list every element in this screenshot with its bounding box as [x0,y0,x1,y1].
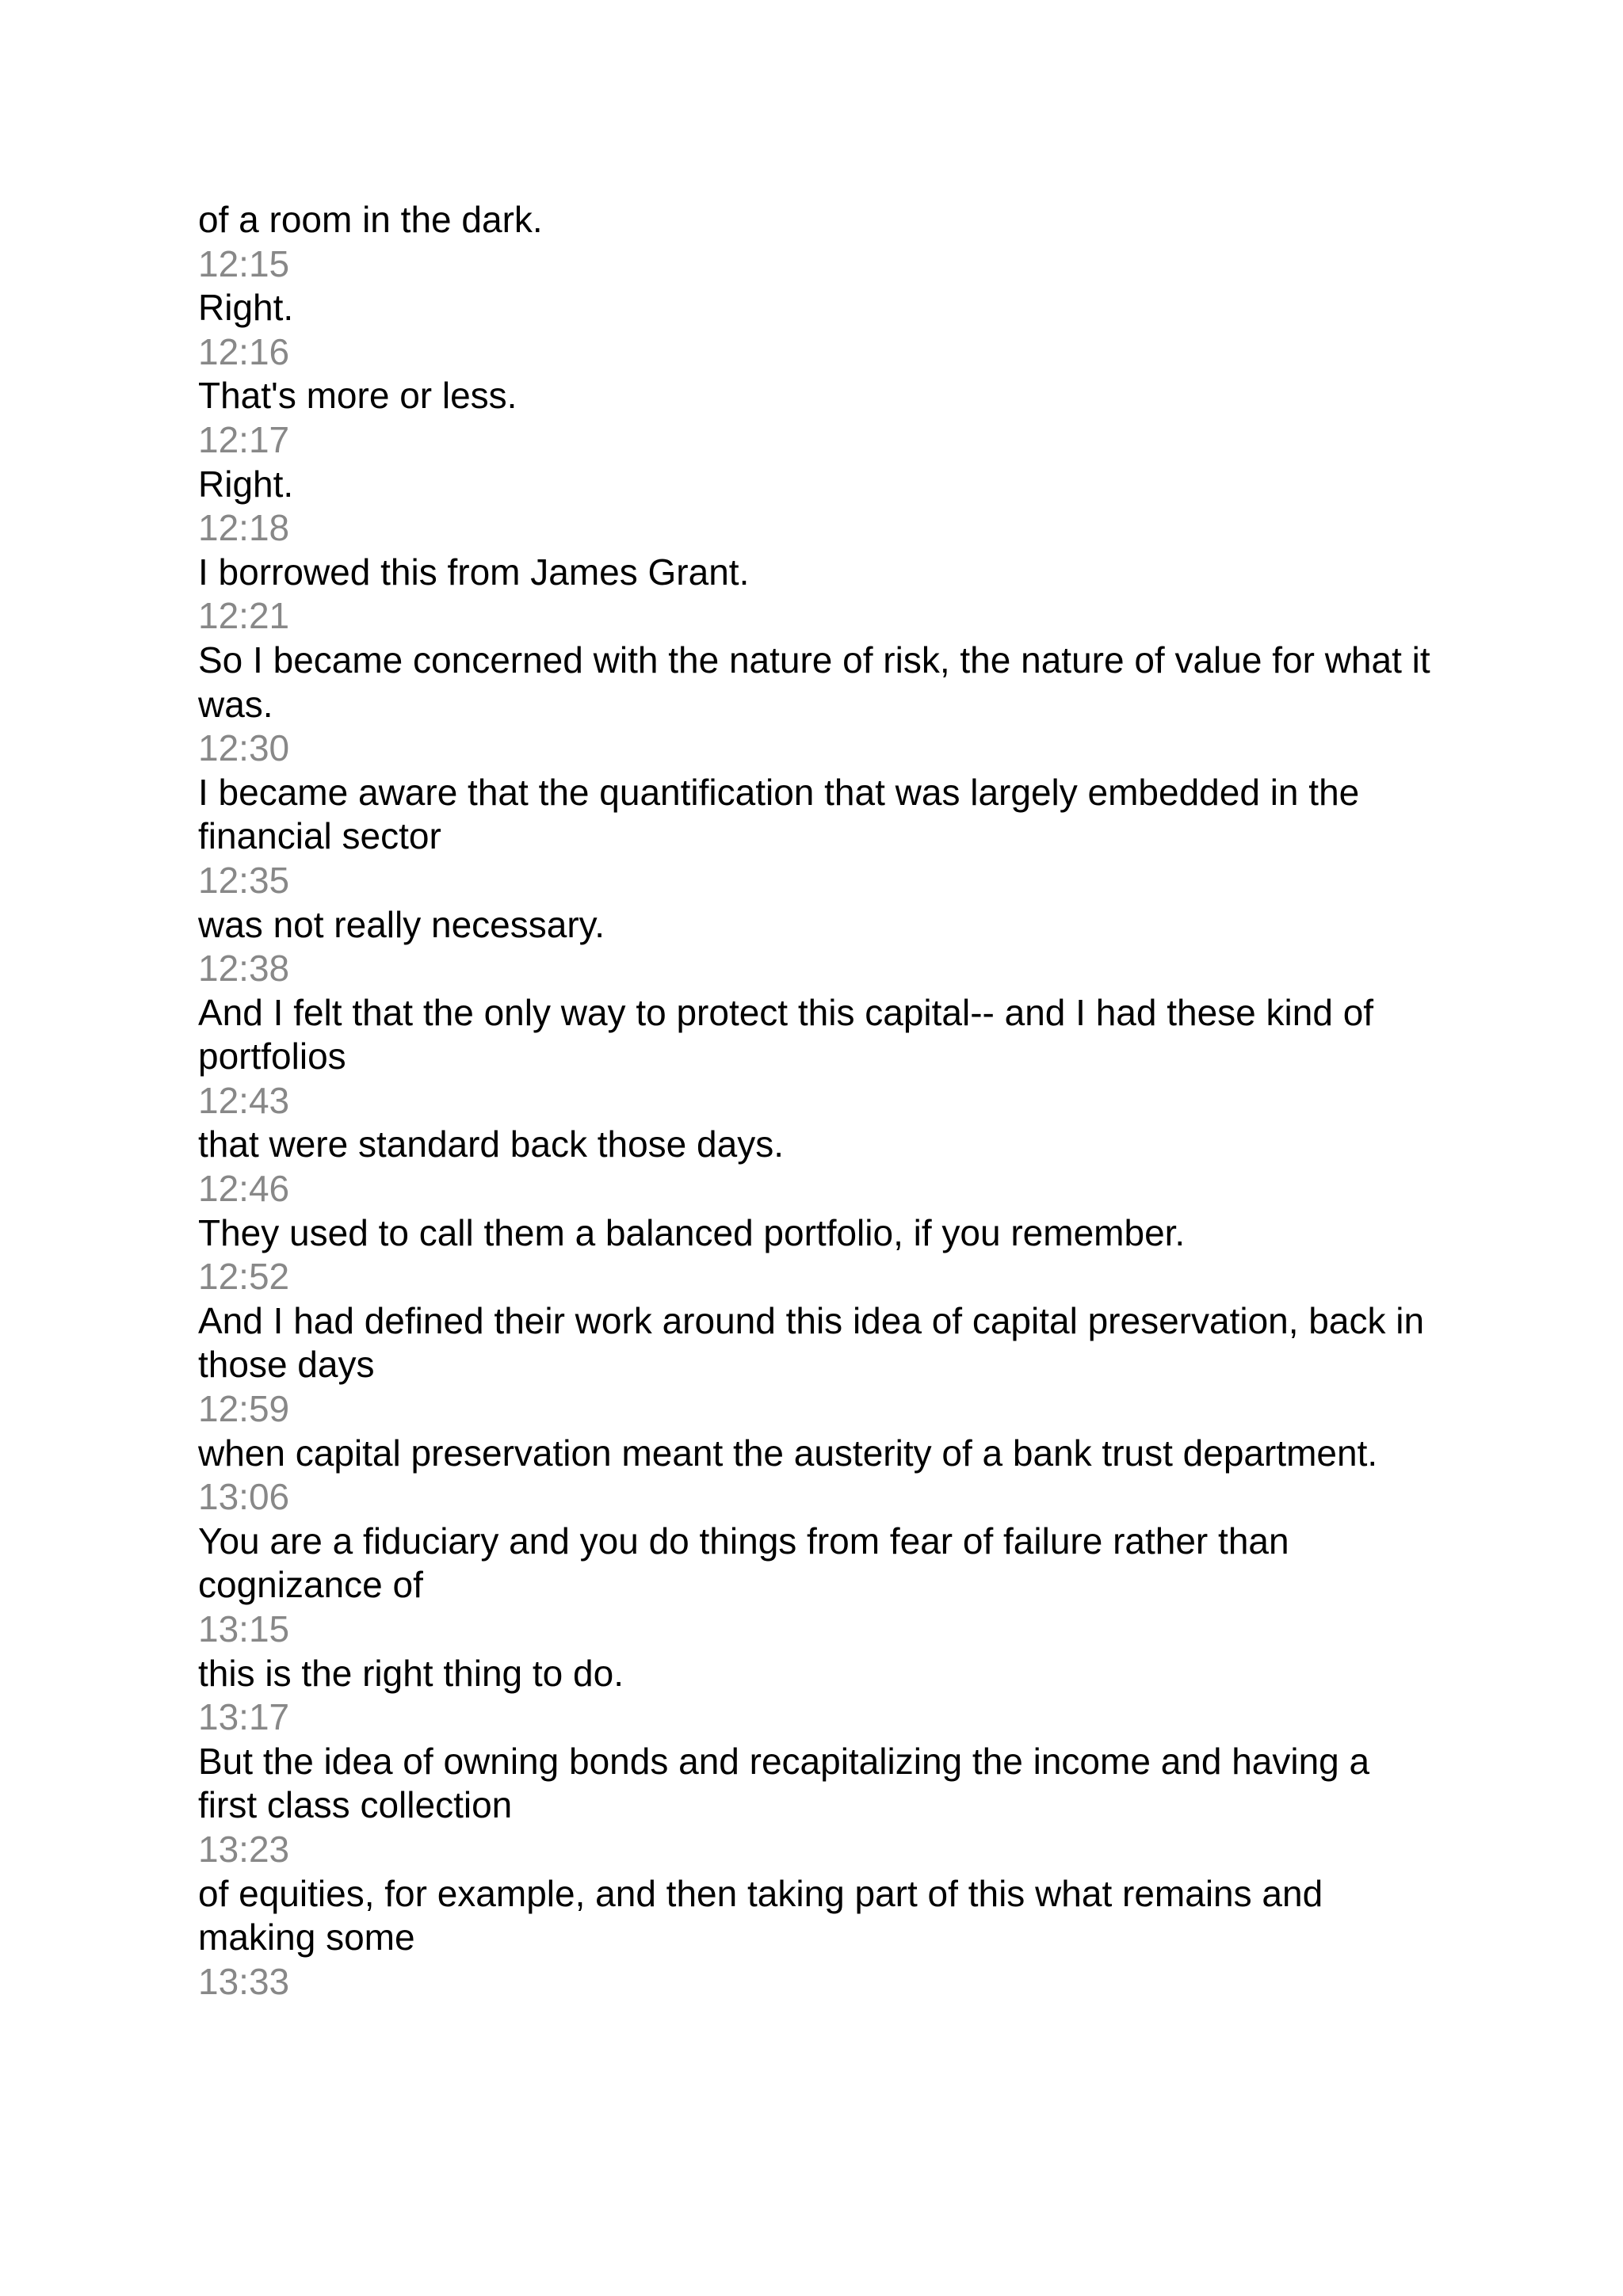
transcript-line: of a room in the dark. [198,199,543,240]
timestamp: 12:16 [198,330,290,372]
transcript-line: I became aware that the quantification that was largely embedded in the financial sector [198,771,1360,857]
timestamp: 13:06 [198,1476,290,1518]
timestamp: 12:43 [198,1079,290,1121]
timestamp: 13:23 [198,1828,290,1870]
timestamp: 12:21 [198,595,290,637]
timestamp: 13:15 [198,1608,290,1650]
transcript-line: And I had defined their work around this idea of capital preservation, back in those days [198,1299,1425,1386]
transcript-line: Right. [198,463,294,505]
transcript [198,198,1434,2004]
transcript-line: I borrowed this from James Grant. [198,551,750,593]
timestamp: 12:15 [198,242,290,284]
timestamp: 12:35 [198,859,290,901]
transcript-line: Right. [198,287,294,329]
transcript-line: So I became concerned with the nature of risk, the nature of value for what it was. [198,639,1430,725]
transcript-line: this is the right thing to do. [198,1652,624,1694]
timestamp: 13:33 [198,1960,290,2002]
timestamp: 12:38 [198,948,290,990]
transcript-line: They used to call them a balanced portfolio, if you remember. [198,1211,1186,1253]
transcript-line: of equities, for example, and then taking part of this what remains and making some [198,1872,1323,1958]
timestamp: 12:46 [198,1168,290,1210]
transcript-line: that were standard back those days. [198,1123,784,1165]
transcript-line: But the idea of owning bonds and recapitalizing the income and having a first class collection [198,1740,1370,1826]
transcript-line: was not really necessary. [198,903,605,945]
transcript-line: That's more or less. [198,375,517,417]
timestamp: 12:30 [198,727,290,769]
timestamp: 12:59 [198,1388,290,1430]
timestamp: 12:18 [198,507,290,549]
transcript-line: And I felt that the only way to protect this capital-- and I had these kind of portfolios [198,991,1374,1077]
timestamp: 12:17 [198,418,290,460]
timestamp: 12:52 [198,1256,290,1298]
timestamp: 13:17 [198,1696,290,1738]
transcript-line: You are a fiduciary and you do things from fear of failure rather than cognizance of [198,1520,1289,1606]
transcript-line: when capital preservation meant the austerity of a bank trust department. [198,1432,1378,1474]
